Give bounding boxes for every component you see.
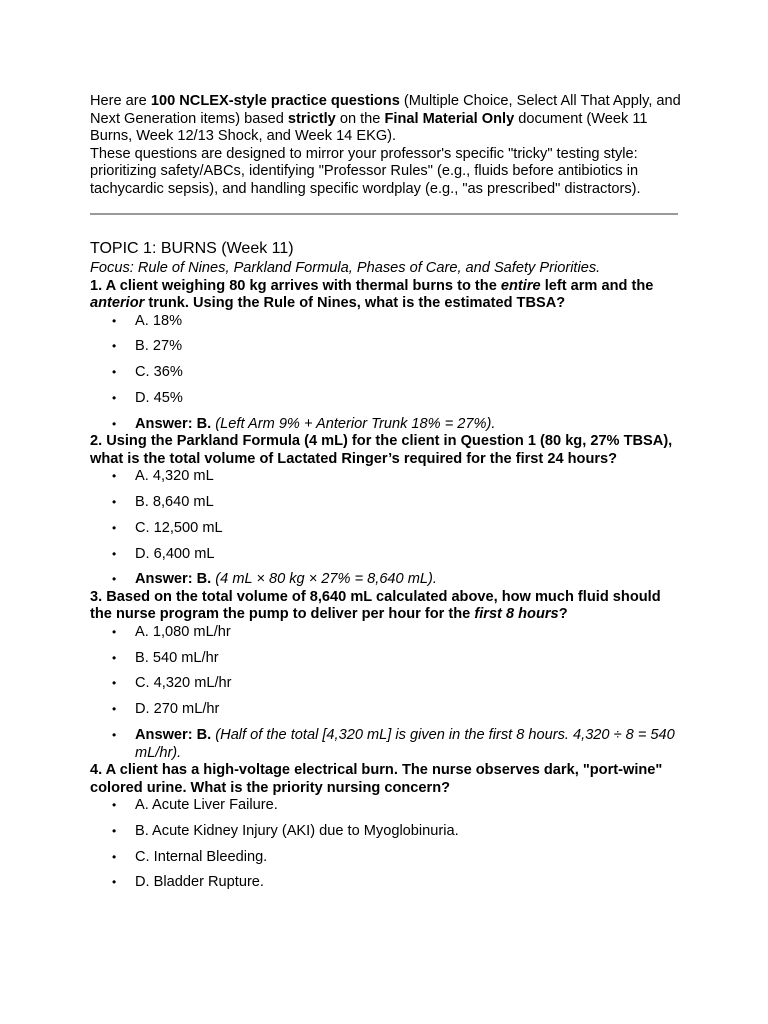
answer-item [135, 416, 682, 434]
answer-explanation: (Left Arm 9% + Anterior Trunk 18% = 27%). [215, 415, 496, 432]
intro-text: (Multiple Choice, Select All That Apply, and Next Generation items) based [90, 93, 681, 127]
answer-explanation: (Half of the total [4,320 mL] is given in the first 8 hours. 4,320 ÷ 8 = 540 mL/hr). [135, 727, 675, 761]
intro-text: Here are [90, 93, 151, 109]
option-item: • D. 270 mL/hr [135, 701, 682, 719]
option-item: • C. 36% [135, 364, 682, 382]
intro-emphasis: strictly [287, 110, 336, 127]
horizontal-rule [90, 213, 678, 215]
intro-text: document (Week 11 Burns, Week 12/13 Shock, and Week 14 EKG). [90, 110, 648, 144]
question-text [90, 433, 682, 468]
question-text-part: 1. A client weighing 80 kg arrives with thermal burns to the [90, 277, 501, 294]
intro-paragraph-1 [90, 93, 682, 146]
option-item: • B. 8,640 mL [135, 494, 682, 512]
intro-text: on the [335, 110, 385, 127]
question-text-part: trunk. Using the Rule of Nines, what is the estimated TBSA? [144, 295, 566, 311]
topic-focus: Focus: Rule of Nines, Parkland Formula, Phases of Care, and Safety Priorities. [90, 260, 601, 276]
option-item: • A. 18% [135, 313, 682, 331]
answer-label: Answer: B. [135, 415, 212, 432]
option-item: • C. Internal Bleeding. [135, 849, 682, 867]
question-text-part: ? [558, 606, 568, 623]
option-list [90, 313, 682, 434]
question-text-part: 4. A client has a high-voltage electrical burn. The nurse observes dark, "port-wine" colored urine. What is the priority nursing concern? [90, 762, 663, 796]
option-item: • A. 1,080 mL/hr [135, 624, 682, 642]
document-body [90, 93, 682, 900]
question-text [90, 589, 682, 624]
option-item: • B. 540 mL/hr [135, 650, 682, 668]
question-text-part: entire [500, 277, 541, 294]
option-item: • B. 27% [135, 338, 682, 356]
option-item: • B. Acute Kidney Injury (AKI) due to Myoglobinuria. [135, 823, 682, 841]
topic-title: TOPIC 1: BURNS (Week 11) [90, 240, 294, 257]
question-text-part: anterior [90, 295, 145, 311]
option-item: • D. 45% [135, 390, 682, 408]
option-list [90, 624, 682, 762]
answer-item [135, 727, 682, 762]
question-text-part: 3. Based on the total volume of 8,640 mL calculated above, how much fluid should the nurse program the pump to deliver per hour for the [90, 588, 661, 623]
question-list [90, 278, 682, 892]
question-text-part: first 8 hours [474, 606, 559, 623]
intro-section [90, 93, 682, 198]
option-item: • C. 12,500 mL [135, 520, 682, 538]
answer-label: Answer: B. [135, 571, 212, 588]
option-item: • D. Bladder Rupture. [135, 874, 682, 892]
question-text [90, 278, 682, 313]
intro-emphasis: Final Material Only [384, 110, 515, 127]
question-text-part: left arm and the [540, 277, 654, 294]
option-list [90, 468, 682, 589]
question-text [90, 762, 682, 797]
option-item: • A. Acute Liver Failure. [135, 797, 682, 815]
option-item: • A. 4,320 mL [135, 468, 682, 486]
answer-label: Answer: B. [135, 727, 212, 744]
answer-item [135, 571, 682, 589]
question-text-part: 2. Using the Parkland Formula (4 mL) for the client in Question 1 (80 kg, 27% TBSA), what is the total volume of Lactated Ringer’s required for the first 24 hours? [90, 433, 673, 467]
answer-explanation: (4 mL × 80 kg × 27% = 8,640 mL). [215, 571, 437, 588]
option-list [90, 797, 682, 892]
option-item: • C. 4,320 mL/hr [135, 675, 682, 693]
intro-emphasis: 100 NCLEX-style practice questions [150, 93, 400, 109]
option-item: • D. 6,400 mL [135, 546, 682, 564]
intro-paragraph-2: These questions are designed to mirror your professor's specific "tricky" testing style: prioritizing safety/ABCs, identifying "Professor Rules" (e.g., fluids before antibiotics in tachycardic sepsis), and handling specific wordplay (e.g., "as prescribed" distractors). [90, 145, 641, 197]
